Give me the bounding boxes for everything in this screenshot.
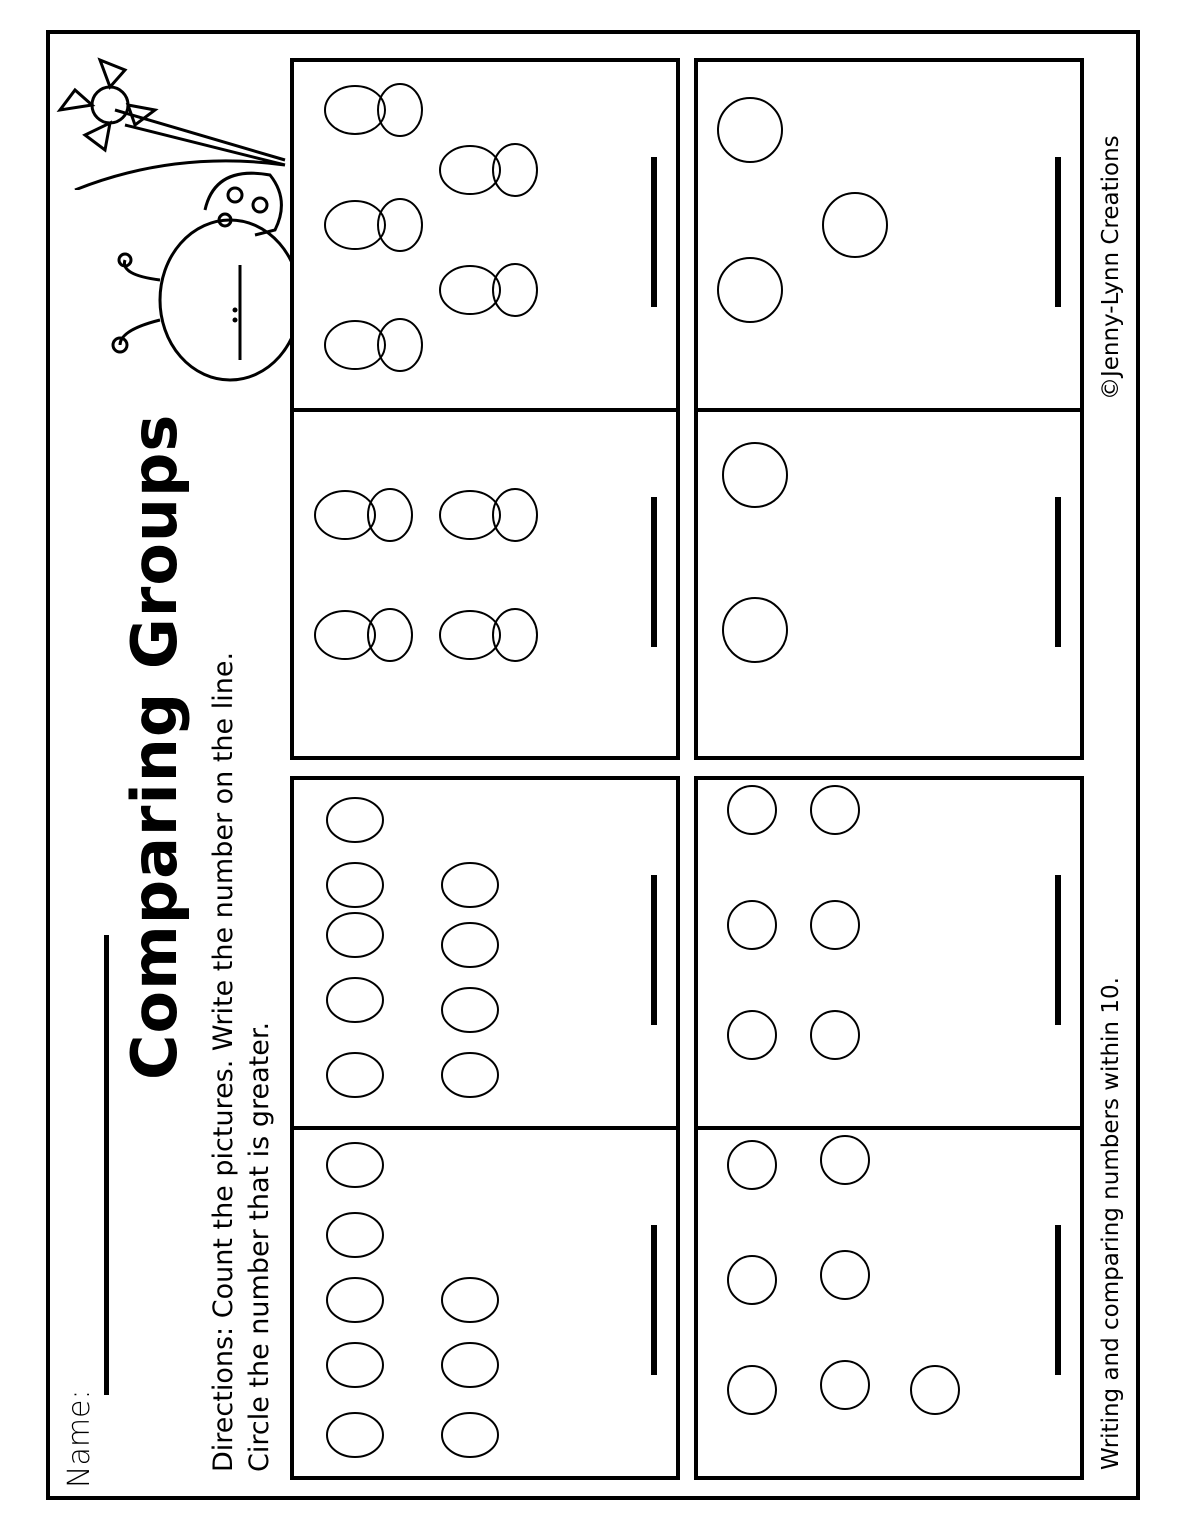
directions-line-2: Circle the number that is greater.	[244, 1021, 275, 1472]
frog-icon	[325, 84, 422, 136]
directions-line-1: Directions: Count the pictures. Write the number on the line.	[208, 651, 239, 1472]
footer-standard: Writing and comparing numbers within 10.	[1098, 977, 1124, 1470]
copyright: ©Jenny-Lynn Creations	[1098, 135, 1124, 400]
name-label: Name:	[62, 1389, 97, 1488]
page-title: Comparing Groups	[118, 413, 191, 1080]
